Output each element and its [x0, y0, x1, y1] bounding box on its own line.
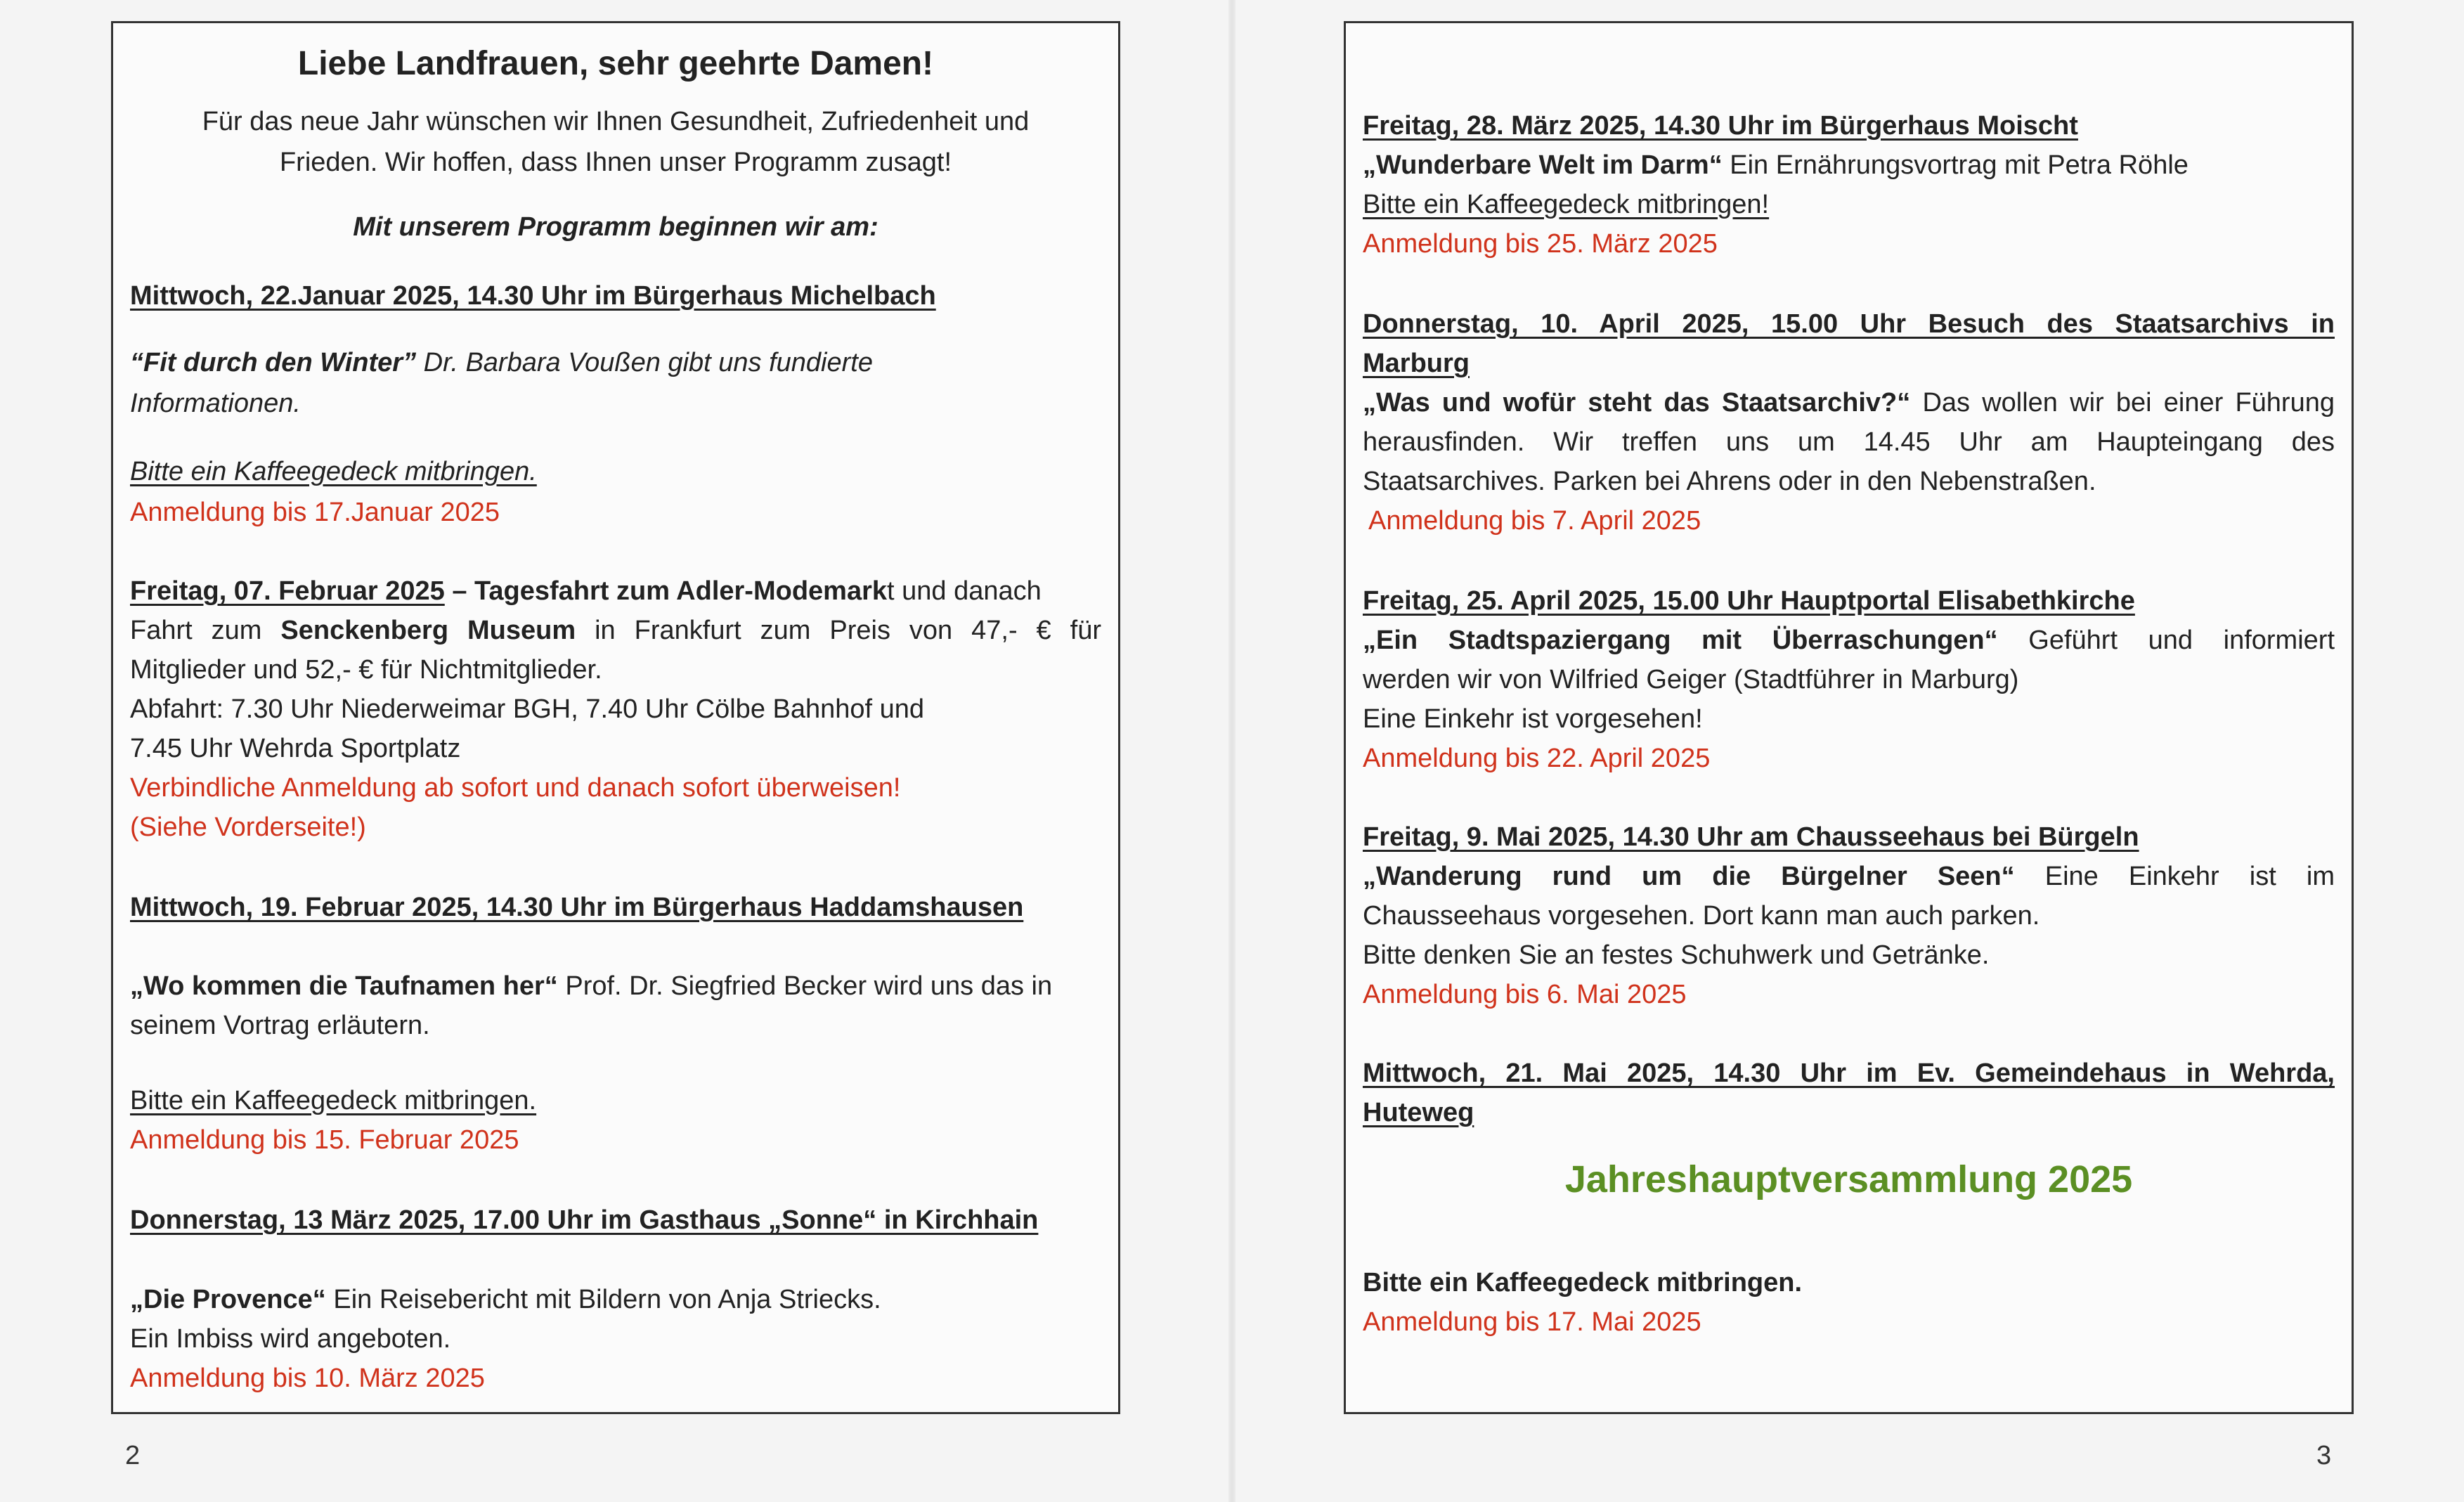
event-6-heading-1: Donnerstag, 10. April 2025, 15.00 Uhr Besuch des Staatsarchivs in [1363, 309, 2335, 339]
event-9-bring: Bitte ein Kaffeegedeck mitbringen. [1363, 1268, 1803, 1297]
greeting-title: Liebe Landfrauen, sehr geehrte Damen! [297, 45, 934, 82]
event-5-text: „Wunderbare Welt im Darm“ Ein Ernährungsvortrag mit Petra Röhle [1363, 150, 2189, 180]
event-5-registration: Anmeldung bis 25. März 2025 [1363, 229, 1718, 259]
event-4-title: „Die Provence“ [130, 1285, 326, 1314]
event-2-line-2: Fahrt zum Senckenberg Museum in Frankfurt zum Preis von 47,- € für [130, 616, 1101, 645]
event-1-bring: Bitte ein Kaffeegedeck mitbringen. [130, 457, 537, 486]
event-3-bring: Bitte ein Kaffeegedeck mitbringen. [130, 1086, 537, 1115]
event-3-text-1: „Wo kommen die Taufnamen her“ Prof. Dr. Siegfried Becker wird uns das in [130, 971, 1053, 1001]
event-9-heading-2: Huteweg [1363, 1098, 1474, 1127]
event-5-heading: Freitag, 28. März 2025, 14.30 Uhr im Bürgerhaus Moischt [1363, 111, 2078, 141]
annual-meeting-title: Jahreshauptversammlung 2025 [1564, 1158, 2133, 1200]
event-9-registration: Anmeldung bis 17. Mai 2025 [1363, 1307, 1701, 1337]
event-8-text-3: Bitte denken Sie an festes Schuhwerk und Getränke. [1363, 940, 1990, 970]
page-fold [1228, 0, 1236, 1502]
event-6-text-3: Staatsarchives. Parken bei Ahrens oder in den Nebenstraßen. [1363, 467, 2096, 496]
event-7-text-2: werden wir von Wilfried Geiger (Stadtführer in Marburg) [1363, 665, 2019, 694]
intro-line-1: Für das neue Jahr wünschen wir Ihnen Gesundheit, Zufriedenheit und [202, 107, 1030, 136]
page-number-left: 2 [125, 1441, 141, 1470]
event-7-registration: Anmeldung bis 22. April 2025 [1363, 744, 1711, 773]
event-7-heading: Freitag, 25. April 2025, 15.00 Uhr Hauptportal Elisabethkirche [1363, 586, 2135, 616]
event-2-note: (Siehe Vorderseite!) [130, 812, 366, 842]
event-2-registration: Verbindliche Anmeldung ab sofort und danach sofort überweisen! [130, 773, 901, 803]
event-1-text-1: “Fit durch den Winter” Dr. Barbara Voußen gibt uns fundierte [130, 348, 873, 377]
event-8-text-2: Chausseehaus vorgesehen. Dort kann man auch parken. [1363, 901, 2040, 931]
event-2-line-1: Freitag, 07. Februar 2025 – Tagesfahrt zum Adler-Modemarkt und danach [130, 576, 1042, 606]
event-2-date: Freitag, 07. Februar 2025 [130, 576, 445, 606]
event-3-text-2: seinem Vortrag erläutern. [130, 1011, 430, 1040]
page-number-right: 3 [2316, 1441, 2332, 1470]
event-9-heading-1: Mittwoch, 21. Mai 2025, 14.30 Uhr im Ev. Gemeindehaus in Wehrda, [1363, 1058, 2335, 1088]
event-4-text-2: Ein Imbiss wird angeboten. [130, 1324, 451, 1354]
event-5-bring: Bitte ein Kaffeegedeck mitbringen! [1363, 190, 1770, 219]
event-2-title: Tagesfahrt zum Adler-Modemark [474, 576, 888, 606]
event-1-title: “Fit durch den Winter” [130, 348, 417, 377]
event-4-heading: Donnerstag, 13 März 2025, 17.00 Uhr im Gasthaus „Sonne“ in Kirchhain [130, 1205, 1039, 1235]
event-8-title: „Wanderung rund um die Bürgelner Seen“ [1363, 862, 2015, 891]
intro-bold: Mit unserem Programm beginnen wir am: [353, 212, 878, 242]
event-4-text-1: „Die Provence“ Ein Reisebericht mit Bildern von Anja Striecks. [130, 1285, 881, 1314]
event-6-registration: Anmeldung bis 7. April 2025 [1368, 506, 1701, 536]
event-5-title: „Wunderbare Welt im Darm“ [1363, 150, 1723, 180]
event-7-title: „Ein Stadtspaziergang mit Überraschungen“ [1363, 626, 1998, 655]
event-1-text-2: Informationen. [130, 389, 301, 418]
event-3-heading: Mittwoch, 19. Februar 2025, 14.30 Uhr im Bürgerhaus Haddamshausen [130, 893, 1024, 922]
program-panel-left [111, 21, 1120, 1414]
event-1-registration: Anmeldung bis 17.Januar 2025 [130, 498, 500, 527]
event-6-text-2: herausfinden. Wir treffen uns um 14.45 Uhr am Haupteingang des [1363, 427, 2335, 457]
event-1-heading: Mittwoch, 22.Januar 2025, 14.30 Uhr im Bürgerhaus Michelbach [130, 281, 936, 311]
event-3-title: „Wo kommen die Taufnamen her“ [130, 971, 558, 1001]
event-2-line-4: Abfahrt: 7.30 Uhr Niederweimar BGH, 7.40 Uhr Cölbe Bahnhof und [130, 694, 925, 724]
event-7-text-3: Eine Einkehr ist vorgesehen! [1363, 704, 1703, 734]
event-3-registration: Anmeldung bis 15. Februar 2025 [130, 1125, 519, 1155]
event-8-text-1: „Wanderung rund um die Bürgelner Seen“ Eine Einkehr ist im [1363, 862, 2335, 891]
event-6-title: „Was und wofür steht das Staatsarchiv?“ [1363, 388, 1911, 417]
event-8-registration: Anmeldung bis 6. Mai 2025 [1363, 980, 1687, 1009]
event-7-text-1: „Ein Stadtspaziergang mit Überraschungen“ Geführt und informiert [1363, 626, 2335, 655]
event-6-heading-2: Marburg [1363, 349, 1470, 378]
event-4-registration: Anmeldung bis 10. März 2025 [130, 1364, 485, 1393]
program-panel-right [1344, 21, 2354, 1414]
intro-line-2: Frieden. Wir hoffen, dass Ihnen unser Programm zusagt! [279, 148, 952, 177]
event-6-text-1: „Was und wofür steht das Staatsarchiv?“ Das wollen wir bei einer Führung [1363, 388, 2335, 417]
event-2-line-3: Mitglieder und 52,- € für Nichtmitglieder. [130, 655, 602, 685]
event-8-heading: Freitag, 9. Mai 2025, 14.30 Uhr am Chausseehaus bei Bürgeln [1363, 822, 2139, 852]
event-2-line-5: 7.45 Uhr Wehrda Sportplatz [130, 734, 461, 763]
